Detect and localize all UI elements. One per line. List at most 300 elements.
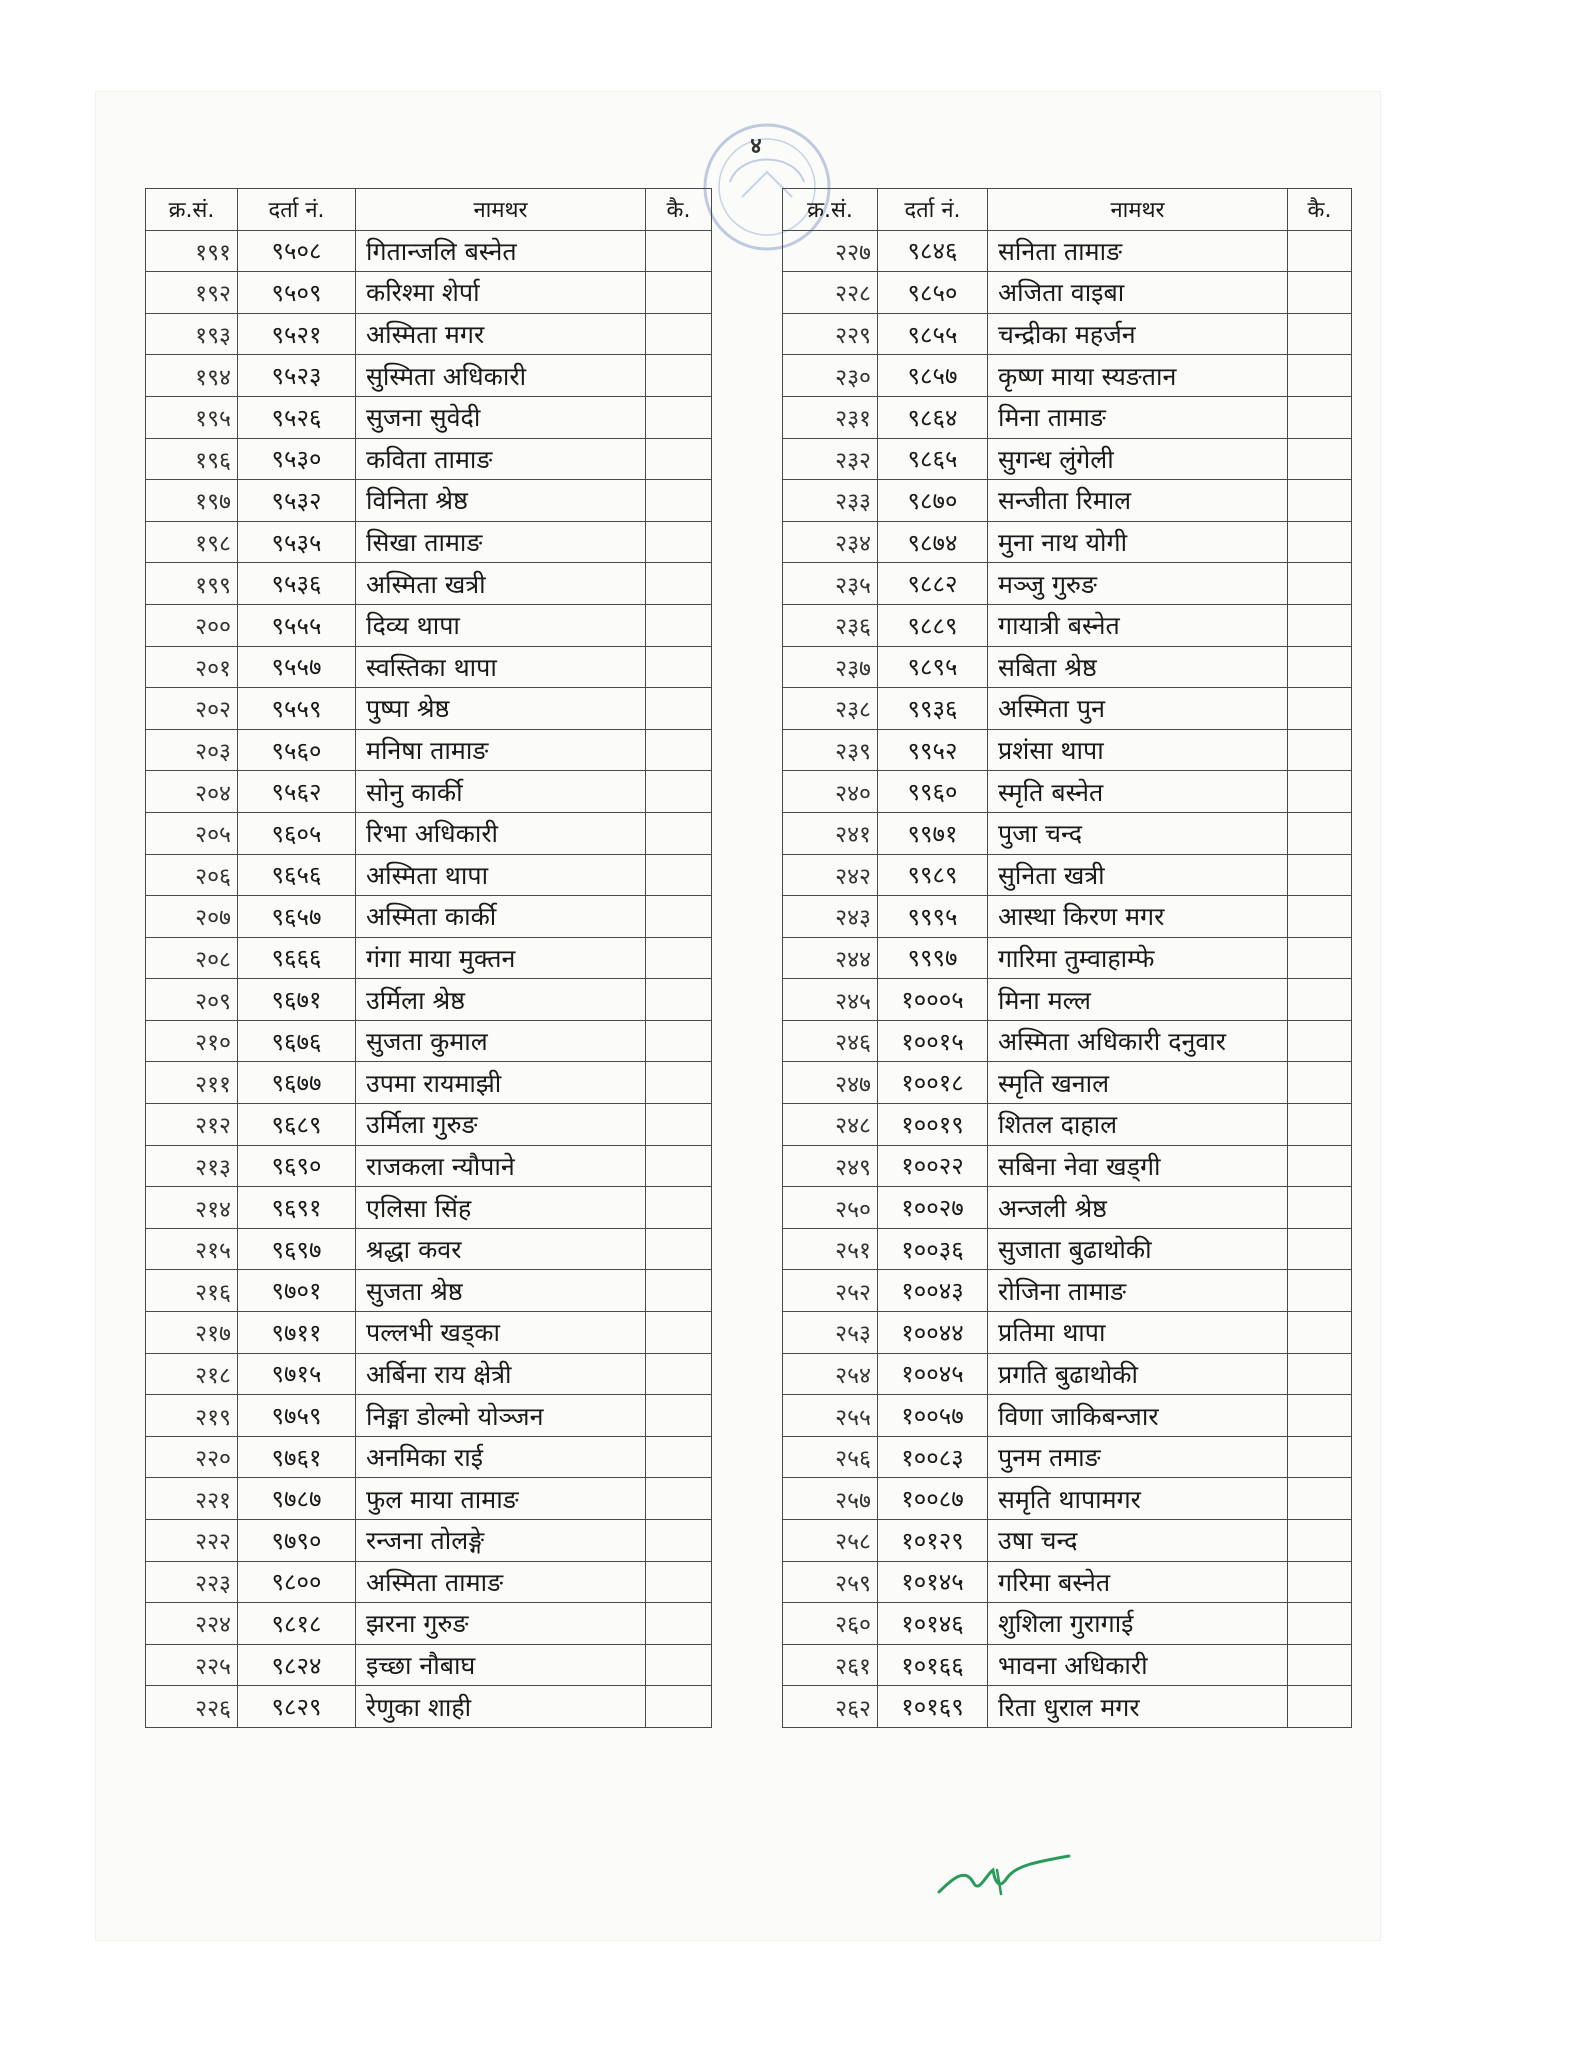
reg-no-cell: ९८४६ (878, 230, 988, 272)
table-row (783, 854, 1352, 896)
name-cell: स्मृति खनाल (988, 1062, 1288, 1104)
serial-cell: २५१ (783, 1228, 878, 1270)
name-cell: अजिता वाइबा (988, 272, 1288, 314)
serial-cell: २३१ (783, 396, 878, 438)
serial-cell: २०३ (146, 729, 238, 771)
serial-cell: २४३ (783, 896, 878, 938)
remark-cell (646, 1603, 712, 1645)
reg-no-cell: ९६६६ (238, 937, 356, 979)
remark-cell (646, 1270, 712, 1312)
serial-cell: २४७ (783, 1062, 878, 1104)
name-cell: उर्मिला गुरुङ (356, 1104, 646, 1146)
name-cell: रेणुका शाही (356, 1686, 646, 1728)
table-row (783, 1478, 1352, 1520)
remark-cell (646, 854, 712, 896)
remark-cell (1288, 1270, 1352, 1312)
reg-no-cell: ९८८९ (878, 604, 988, 646)
reg-no-cell: ९५२६ (238, 396, 356, 438)
table-row (146, 563, 712, 605)
remark-cell (1288, 1020, 1352, 1062)
serial-cell: २२५ (146, 1644, 238, 1686)
remark-cell (1288, 646, 1352, 688)
table-row (783, 1353, 1352, 1395)
remark-cell (646, 771, 712, 813)
reg-no-cell: ९६७१ (238, 979, 356, 1021)
reg-no-cell: ९८८२ (878, 563, 988, 605)
remark-cell (1288, 438, 1352, 480)
serial-cell: २३५ (783, 563, 878, 605)
serial-cell: १९६ (146, 438, 238, 480)
remark-cell (646, 1478, 712, 1520)
reg-no-cell: १००८७ (878, 1478, 988, 1520)
serial-cell: १९३ (146, 313, 238, 355)
remark-cell (1288, 1561, 1352, 1603)
serial-cell: २०१ (146, 646, 238, 688)
serial-cell: २०८ (146, 937, 238, 979)
serial-cell: १९७ (146, 480, 238, 522)
reg-no-cell: १०१४५ (878, 1561, 988, 1603)
serial-cell: २०६ (146, 854, 238, 896)
name-cell: राजकला न्यौपाने (356, 1145, 646, 1187)
table-row (783, 1312, 1352, 1354)
table-row (146, 1520, 712, 1562)
serial-cell: २२९ (783, 313, 878, 355)
name-cell: इच्छा नौबाघ (356, 1644, 646, 1686)
serial-cell: २०९ (146, 979, 238, 1021)
serial-cell: १९९ (146, 563, 238, 605)
remark-cell (1288, 1686, 1352, 1728)
table-row (146, 480, 712, 522)
reg-no-cell: ९५६० (238, 729, 356, 771)
remark-cell (646, 812, 712, 854)
table-row (146, 1145, 712, 1187)
remark-cell (1288, 1104, 1352, 1146)
reg-no-cell: ९५०८ (238, 230, 356, 272)
table-row (783, 1187, 1352, 1229)
name-cell: झरना गुरुङ (356, 1603, 646, 1645)
serial-cell: २१७ (146, 1312, 238, 1354)
serial-cell: २०५ (146, 812, 238, 854)
reg-no-cell: ९९९७ (878, 937, 988, 979)
name-cell: सन्जीता रिमाल (988, 480, 1288, 522)
reg-no-cell: १००४५ (878, 1353, 988, 1395)
reg-no-cell: १०१६६ (878, 1644, 988, 1686)
name-cell: श्रद्धा कवर (356, 1228, 646, 1270)
reg-no-cell: ९९७१ (878, 812, 988, 854)
table-row (783, 729, 1352, 771)
table-row (783, 604, 1352, 646)
remark-cell (1288, 979, 1352, 1021)
reg-no-cell: ९८६४ (878, 396, 988, 438)
serial-cell: २०० (146, 604, 238, 646)
serial-cell: २२७ (783, 230, 878, 272)
serial-cell: २६० (783, 1603, 878, 1645)
name-cell: अस्मिता तामाङ (356, 1561, 646, 1603)
name-cell: मुना नाथ योगी (988, 521, 1288, 563)
table-row (783, 646, 1352, 688)
name-cell: अस्मिता थापा (356, 854, 646, 896)
reg-no-cell: १००४३ (878, 1270, 988, 1312)
table-row (146, 521, 712, 563)
table-row (783, 1228, 1352, 1270)
table-row (783, 355, 1352, 397)
table-row (146, 1020, 712, 1062)
name-cell: सबिना नेवा खड्गी (988, 1145, 1288, 1187)
reg-no-cell: ९८५५ (878, 313, 988, 355)
remark-cell (1288, 521, 1352, 563)
name-cell: पल्लभी खड्का (356, 1312, 646, 1354)
table-row (146, 937, 712, 979)
name-cell: प्रतिमा थापा (988, 1312, 1288, 1354)
remark-cell (1288, 1187, 1352, 1229)
name-cell: उपमा रायमाझी (356, 1062, 646, 1104)
remark-cell (646, 480, 712, 522)
name-cell: अस्मिता अधिकारी दनुवार (988, 1020, 1288, 1062)
reg-no-cell: ९९६० (878, 771, 988, 813)
name-cell: निङ्मा डोल्मो योञ्जन (356, 1395, 646, 1437)
reg-no-cell: १००४४ (878, 1312, 988, 1354)
remark-cell (646, 1644, 712, 1686)
header-name: नामथर (356, 189, 646, 231)
name-cell: रन्जना तोलङ्गे (356, 1520, 646, 1562)
serial-cell: २२८ (783, 272, 878, 314)
name-cell: उर्मिला श्रेष्ठ (356, 979, 646, 1021)
reg-no-cell: ९८९५ (878, 646, 988, 688)
reg-no-cell: ९८५७ (878, 355, 988, 397)
serial-cell: २१६ (146, 1270, 238, 1312)
reg-no-cell: ९८२९ (238, 1686, 356, 1728)
name-cell: गंगा माया मुक्तन (356, 937, 646, 979)
serial-cell: २३२ (783, 438, 878, 480)
remark-cell (1288, 480, 1352, 522)
reg-no-cell: ९८१८ (238, 1603, 356, 1645)
remark-cell (646, 1312, 712, 1354)
name-cell: पुजा चन्द (988, 812, 1288, 854)
name-cell: कविता तामाङ (356, 438, 646, 480)
remark-cell (1288, 854, 1352, 896)
table-row (146, 1187, 712, 1229)
remark-cell (646, 1686, 712, 1728)
register-table-right (782, 188, 1352, 1728)
remark-cell (646, 1436, 712, 1478)
remark-cell (1288, 1353, 1352, 1395)
reg-no-cell: ९५३५ (238, 521, 356, 563)
table-row (146, 771, 712, 813)
serial-cell: २५० (783, 1187, 878, 1229)
name-cell: गारिमा तुम्वाहाम्फे (988, 937, 1288, 979)
name-cell: अस्मिता पुन (988, 688, 1288, 730)
serial-cell: २५७ (783, 1478, 878, 1520)
table-row (783, 688, 1352, 730)
reg-no-cell: ९६९७ (238, 1228, 356, 1270)
table-row (783, 230, 1352, 272)
reg-no-cell: ९५३६ (238, 563, 356, 605)
serial-cell: २१८ (146, 1353, 238, 1395)
header-reg-no: दर्ता नं. (238, 189, 356, 231)
name-cell: स्वस्तिका थापा (356, 646, 646, 688)
serial-cell: २१२ (146, 1104, 238, 1146)
name-cell: सिखा तामाङ (356, 521, 646, 563)
name-cell: उषा चन्द (988, 1520, 1288, 1562)
serial-cell: २३७ (783, 646, 878, 688)
name-cell: गितान्जलि बस्नेत (356, 230, 646, 272)
remark-cell (646, 313, 712, 355)
remark-cell (1288, 729, 1352, 771)
table-row (146, 688, 712, 730)
table-row (146, 729, 712, 771)
name-cell: सनिता तामाङ (988, 230, 1288, 272)
reg-no-cell: ९७०१ (238, 1270, 356, 1312)
serial-cell: २५४ (783, 1353, 878, 1395)
remark-cell (646, 937, 712, 979)
header-row (783, 189, 1352, 231)
name-cell: कृष्ण माया स्यङतान (988, 355, 1288, 397)
table-row (783, 979, 1352, 1021)
reg-no-cell: १००२७ (878, 1187, 988, 1229)
remark-cell (646, 1561, 712, 1603)
reg-no-cell: १००१९ (878, 1104, 988, 1146)
serial-cell: २२१ (146, 1478, 238, 1520)
table-row (783, 1020, 1352, 1062)
remark-cell (646, 355, 712, 397)
serial-cell: २५९ (783, 1561, 878, 1603)
serial-cell: २४२ (783, 854, 878, 896)
reg-no-cell: ९५२३ (238, 355, 356, 397)
remark-cell (646, 230, 712, 272)
serial-cell: २५८ (783, 1520, 878, 1562)
remark-cell (646, 896, 712, 938)
signature (935, 1848, 1075, 1908)
table-row (783, 1520, 1352, 1562)
reg-no-cell: ९५६२ (238, 771, 356, 813)
reg-no-cell: १००३६ (878, 1228, 988, 1270)
remark-cell (646, 1395, 712, 1437)
header-row (146, 189, 712, 231)
table-row (146, 230, 712, 272)
header-name: नामथर (988, 189, 1288, 231)
name-cell: सोनु कार्की (356, 771, 646, 813)
table-row (146, 272, 712, 314)
table-row (783, 1436, 1352, 1478)
table-row (146, 1603, 712, 1645)
remark-cell (646, 438, 712, 480)
name-cell: स्मृति बस्नेत (988, 771, 1288, 813)
remark-cell (646, 1187, 712, 1229)
serial-cell: २१० (146, 1020, 238, 1062)
table-row (146, 1436, 712, 1478)
serial-cell: २५५ (783, 1395, 878, 1437)
reg-no-cell: ९९३६ (878, 688, 988, 730)
table-row (783, 1062, 1352, 1104)
serial-cell: २१४ (146, 1187, 238, 1229)
table-row (146, 355, 712, 397)
serial-cell: २४८ (783, 1104, 878, 1146)
name-cell: अन्जली श्रेष्ठ (988, 1187, 1288, 1229)
header-reg-no: दर्ता नं. (878, 189, 988, 231)
reg-no-cell: ९७९० (238, 1520, 356, 1562)
name-cell: सुस्मिता अधिकारी (356, 355, 646, 397)
reg-no-cell: ९५५५ (238, 604, 356, 646)
name-cell: एलिसा सिंह (356, 1187, 646, 1229)
name-cell: विनिता श्रेष्ठ (356, 480, 646, 522)
serial-cell: २६१ (783, 1644, 878, 1686)
table-row (146, 646, 712, 688)
table-row (783, 896, 1352, 938)
table-row (146, 854, 712, 896)
table-row (146, 396, 712, 438)
name-cell: दिव्य थापा (356, 604, 646, 646)
reg-no-cell: ९९५२ (878, 729, 988, 771)
name-cell: गरिमा बस्नेत (988, 1561, 1288, 1603)
reg-no-cell: ९६८९ (238, 1104, 356, 1146)
remark-cell (1288, 1644, 1352, 1686)
remark-cell (646, 1228, 712, 1270)
name-cell: करिश्मा शेर्पा (356, 272, 646, 314)
name-cell: सबिता श्रेष्ठ (988, 646, 1288, 688)
remark-cell (1288, 937, 1352, 979)
reg-no-cell: ९९८९ (878, 854, 988, 896)
remark-cell (646, 646, 712, 688)
reg-no-cell: ९६९१ (238, 1187, 356, 1229)
reg-no-cell: ९५०९ (238, 272, 356, 314)
remark-cell (646, 272, 712, 314)
table-row (783, 937, 1352, 979)
serial-cell: २२६ (146, 1686, 238, 1728)
table-row (146, 1353, 712, 1395)
serial-cell: २२३ (146, 1561, 238, 1603)
name-cell: अनमिका राई (356, 1436, 646, 1478)
serial-cell: २४९ (783, 1145, 878, 1187)
serial-cell: २४१ (783, 812, 878, 854)
table-row (783, 480, 1352, 522)
name-cell: समृति थापामगर (988, 1478, 1288, 1520)
table-row (146, 1644, 712, 1686)
reg-no-cell: ९६५६ (238, 854, 356, 896)
table-row (146, 1395, 712, 1437)
serial-cell: २५३ (783, 1312, 878, 1354)
table-row (146, 896, 712, 938)
name-cell: रिभा अधिकारी (356, 812, 646, 854)
remark-cell (1288, 1395, 1352, 1437)
reg-no-cell: १००१५ (878, 1020, 988, 1062)
table-row (783, 1395, 1352, 1437)
reg-no-cell: १००२२ (878, 1145, 988, 1187)
reg-no-cell: ९५५७ (238, 646, 356, 688)
remark-cell (646, 396, 712, 438)
serial-cell: २३६ (783, 604, 878, 646)
serial-cell: २३४ (783, 521, 878, 563)
name-cell: शुशिला गुरागाई (988, 1603, 1288, 1645)
serial-cell: २१५ (146, 1228, 238, 1270)
table-row (146, 313, 712, 355)
remark-cell (1288, 1520, 1352, 1562)
serial-cell: २१३ (146, 1145, 238, 1187)
remark-cell (646, 688, 712, 730)
serial-cell: १९८ (146, 521, 238, 563)
name-cell: सुगन्ध लुंगेली (988, 438, 1288, 480)
name-cell: मञ्जु गुरुङ (988, 563, 1288, 605)
page-number: ४ (750, 134, 762, 159)
name-cell: सुजता कुमाल (356, 1020, 646, 1062)
name-cell: सुनिता खत्री (988, 854, 1288, 896)
reg-no-cell: १०१२९ (878, 1520, 988, 1562)
serial-cell: २४४ (783, 937, 878, 979)
serial-cell: २२० (146, 1436, 238, 1478)
reg-no-cell: ९७५९ (238, 1395, 356, 1437)
header-remark: कै. (646, 189, 712, 231)
remark-cell (1288, 896, 1352, 938)
table-row (146, 1228, 712, 1270)
remark-cell (1288, 688, 1352, 730)
name-cell: भावना अधिकारी (988, 1644, 1288, 1686)
remark-cell (1288, 272, 1352, 314)
header-serial: क्र.सं. (146, 189, 238, 231)
reg-no-cell: ९८२४ (238, 1644, 356, 1686)
table-row (783, 1686, 1352, 1728)
serial-cell: २४६ (783, 1020, 878, 1062)
remark-cell (646, 1062, 712, 1104)
reg-no-cell: ९७६१ (238, 1436, 356, 1478)
reg-no-cell: १००५७ (878, 1395, 988, 1437)
reg-no-cell: ९७१५ (238, 1353, 356, 1395)
reg-no-cell: ९६७६ (238, 1020, 356, 1062)
remark-cell (646, 1020, 712, 1062)
name-cell: अर्बिना राय क्षेत्री (356, 1353, 646, 1395)
serial-cell: २११ (146, 1062, 238, 1104)
reg-no-cell: ९७८७ (238, 1478, 356, 1520)
name-cell: पुष्पा श्रेष्ठ (356, 688, 646, 730)
reg-no-cell: ९६५७ (238, 896, 356, 938)
table-row (783, 1104, 1352, 1146)
remark-cell (1288, 1145, 1352, 1187)
reg-no-cell: ९९९५ (878, 896, 988, 938)
serial-cell: २३९ (783, 729, 878, 771)
serial-cell: २२२ (146, 1520, 238, 1562)
table-row (783, 1270, 1352, 1312)
remark-cell (1288, 313, 1352, 355)
table-row (146, 438, 712, 480)
name-cell: रिता धुराल मगर (988, 1686, 1288, 1728)
serial-cell: २३० (783, 355, 878, 397)
reg-no-cell: ९८७४ (878, 521, 988, 563)
table-row (783, 272, 1352, 314)
name-cell: पुनम तमाङ (988, 1436, 1288, 1478)
reg-no-cell: १०१६९ (878, 1686, 988, 1728)
remark-cell (1288, 1603, 1352, 1645)
reg-no-cell: ९७११ (238, 1312, 356, 1354)
name-cell: अस्मिता कार्की (356, 896, 646, 938)
reg-no-cell: ९८७० (878, 480, 988, 522)
table-row (783, 521, 1352, 563)
serial-cell: २०७ (146, 896, 238, 938)
name-cell: गायात्री बस्नेत (988, 604, 1288, 646)
remark-cell (1288, 1062, 1352, 1104)
table-row (783, 1561, 1352, 1603)
remark-cell (1288, 1436, 1352, 1478)
reg-no-cell: ९६०५ (238, 812, 356, 854)
remark-cell (646, 729, 712, 771)
table-row (783, 313, 1352, 355)
name-cell: सुजाता बुढाथोकी (988, 1228, 1288, 1270)
reg-no-cell: ९८५० (878, 272, 988, 314)
table-row (146, 604, 712, 646)
reg-no-cell: ९६९० (238, 1145, 356, 1187)
remark-cell (1288, 396, 1352, 438)
table-row (783, 438, 1352, 480)
serial-cell: २४५ (783, 979, 878, 1021)
table-row (783, 396, 1352, 438)
serial-cell: १९५ (146, 396, 238, 438)
